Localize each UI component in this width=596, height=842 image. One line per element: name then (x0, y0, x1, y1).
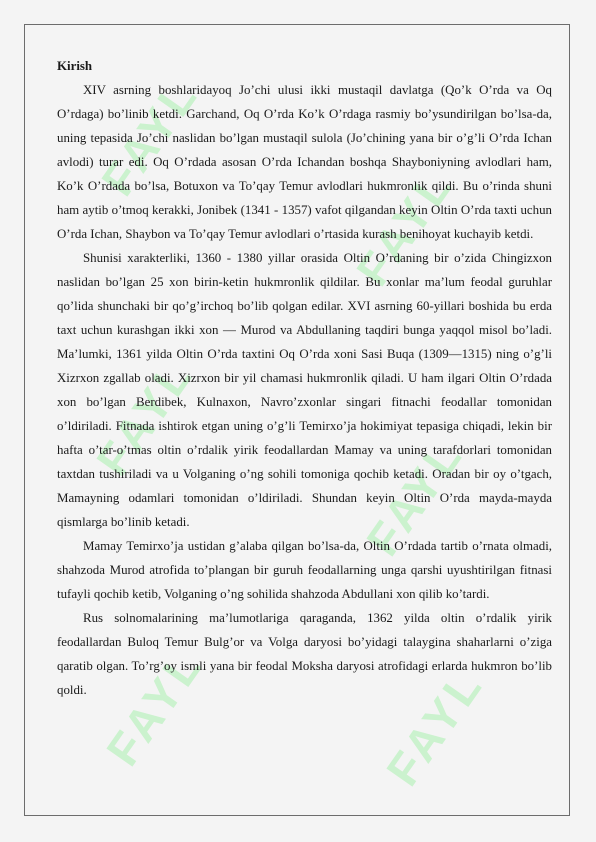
paragraph-4: Rus solnomalarining ma’lumotlariga qaraganda, 1362 yilda oltin o’rdalik yirik feodallardan Buloq Temur Bulg’or va Volga daryosi bo’yidagi talaygina shaharlarni o’ziga qaratib olgan. To’rg’oy ismli yana bir feodal Moksha daryosi atrofidagi erlarda hukmron bo’lib qoldi. (57, 611, 552, 697)
watermark: FAYL (356, 429, 474, 565)
paragraph-1: XIV asrning boshlaridayoq Jo’chi ulusi ikki mustaqil davlatga (Qo’k O’rda va Oq O’rdaga) bo’linib ketdi. Garchand, Oq O’rda Ko’k O’rdaga rasmiy bo’ysundirilgan bo’lsa-da, uning tepasida Jo’chi naslidan bo’lgan mustaqil sulola (Jo’chining yana bir o’g’li O’rda Ichan avlodi) turar edi. Oq O’rdada asosan O’rda Ichandan boshqa Shayboniyning avlodlari ham, Ko’k O’rdada bo’lsa, Botuxon va To’qay Temur avlodlari hukmronlik qildi. Bu o’rinda shuni ham aytib o’tmoq kerakki, Jonibek (1341 - 1357) vafot qilgandan keyin Oltin O’rda taxti uchun O’rda Ichan, Shaybon va To’qay Temur avlodlari o’rtasida kurash benihoyat kuchayib ketdi. (57, 83, 552, 241)
watermark: FAYL (86, 349, 204, 485)
paragraph-2: Shunisi xarakterliki, 1360 - 1380 yillar orasida Oltin O’rdaning bir o’zida Chingizxon naslidan bo’lgan 25 xon birin-ketin hukmronlik qildilar. Bu xonlar ma’lum feodal guruhlar qo’lida shunchaki bir qo’g’irchoq bo’lib qolgan edilar. XVI asrning 60-yillari boshida bu erda taxt uchun kurashgan ikki xon — Murod va Abdullaning taqdiri bunga yaqqol misol bo’ladi. Ma’lumki, 1361 yilda Oltin O’rda taxtini Oq O’rda xoni Sasi Buqa (1309—1315) ning o’g’li Xizrxon zgallab oladi. Xizrxon bir yil chamasi hukmronlik qiladi. U ham ilgari Oltin O’rdada xon bo’lgan Berdibek, Kulnaxon, Navro’zxonlar singari fitnachi feodallar tomonidan o’ldiriladi. Fitnada ishtirok etgan uning o’g’li Temirxo’ja hokimiyat tepasiga chiqadi, lekin bir hafta o’tar-o’tmas oltin o’rdalik yirik feodallardan Mamay va uning tarafdorlari tomonidan taxtdan tushiriladi va u Volganing o’ng sohili tomoniga qochib ketadi. Oradan bir oy o’tgach, Mamayning odamlari tomonidan o’ldiriladi. Shundan keyin Oltin O’rda mayda-mayda qismlarga bo’linib ketadi. (57, 251, 552, 529)
watermark: FAYL (346, 159, 464, 295)
paragraph-3: Mamay Temirxo’ja ustidan g’alaba qilgan bo’lsa-da, Oltin O’rdada tartib o’rnata olmadi, shahzoda Murod atrofida to’plangan bir guruh feodallarning unga qarshi uyushtirilgan fitnasi tufayli qochib ketib, Volganing o’ng sohilida shahzoda Abdullani xon qilib ko’tardi. (57, 539, 552, 601)
watermark: FAYL (376, 659, 494, 795)
section-heading: Kirish (57, 59, 93, 73)
watermark: FAYL (96, 639, 214, 775)
watermark: FAYL (91, 69, 209, 205)
document-body (57, 54, 552, 702)
